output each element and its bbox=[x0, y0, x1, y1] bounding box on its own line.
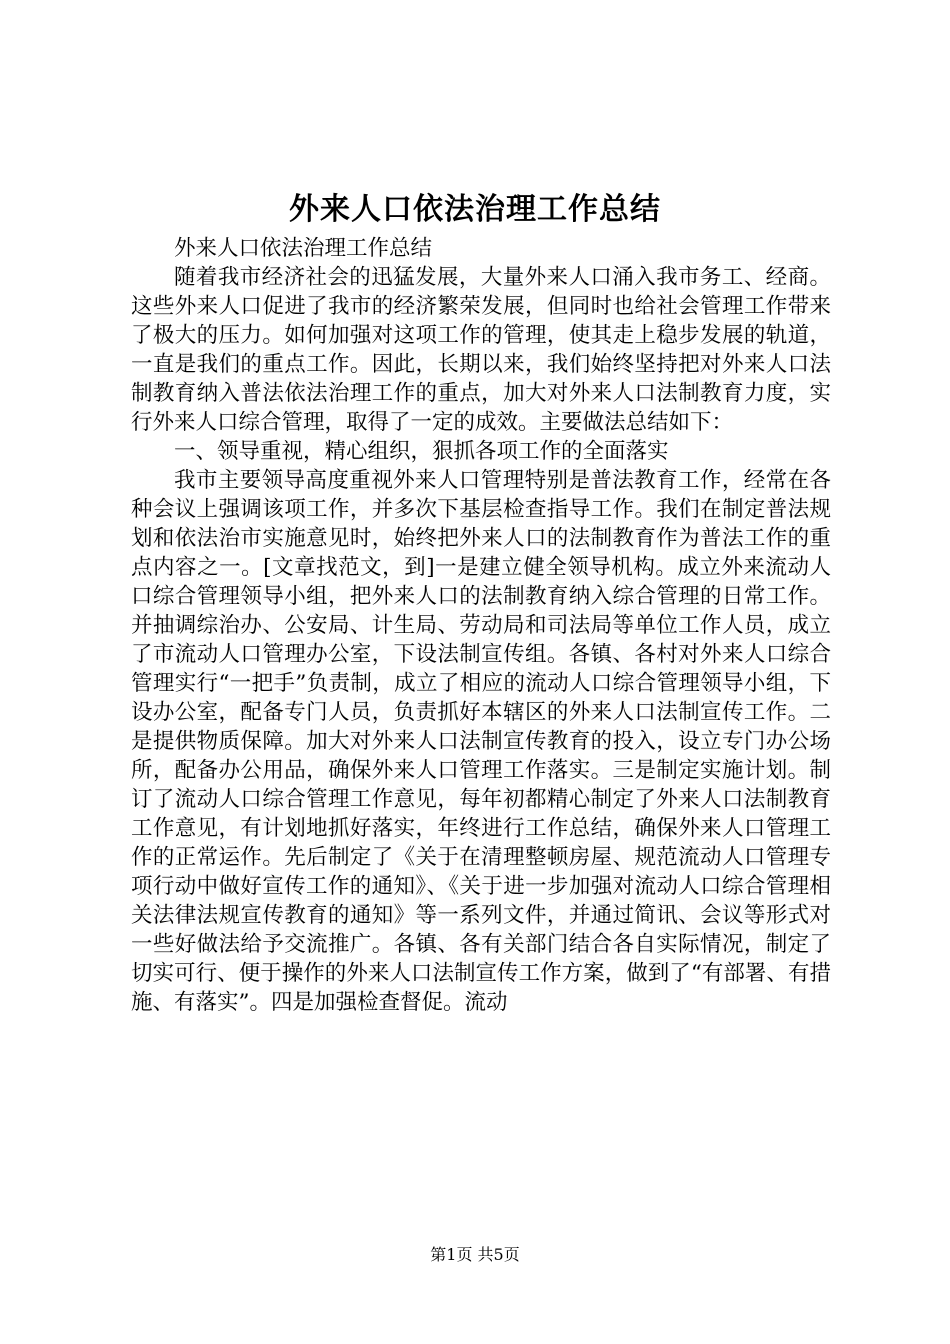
document-body bbox=[131, 234, 831, 1017]
body-paragraph: 我市主要领导高度重视外来人口管理特别是普法教育工作，经常在各种会议上强调该项工作，并多次下基层检查指导工作。我们在制定普法规划和依法治市实施意见时，始终把外来人口的法制教育作为普法工作的重点内容之一。[文章找范文，到]一是建立健全领导机构。成立外来流动人口综合管理领导小组，把外来人口的法制教育纳入综合管理的日常工作。并抽调综治办、公安局、计生局、劳动局和司法局等单位工作人员，成立了市流动人口管理办公室，下设法制宣传组。各镇、各村对外来人口综合管理实行“一把手”负责制，成立了相应的流动人口综合管理领导小组，下设办公室，配备专门人员，负责抓好本辖区的外来人口法制宣传工作。二是提供物质保障。加大对外来人口法制宣传教育的投入，设立专门办公场所，配备办公用品，确保外来人口管理工作落实。三是制定实施计划。制订了流动人口综合管理工作意见，每年初都精心制定了外来人口法制教育工作意见，有计划地抓好落实，年终进行工作总结，确保外来人口管理工作的正常运作。先后制定了《关于在清理整顿房屋、规范流动人口管理专项行动中做好宣传工作的通知》、《关于进一步加强对流动人口综合管理相关法律法规宣传教育的通知》等一系列文件，并通过简讯、会议等形式对一些好做法给予交流推广。各镇、各有关部门结合各自实际情况，制定了切实可行、便于操作的外来人口法制宣传工作方案，做到了“有部署、有措施、有落实”。四是加强检查督促。流动 bbox=[131, 468, 831, 1015]
intro-paragraph: 随着我市经济社会的迅猛发展，大量外来人口涌入我市务工、经商。这些外来人口促进了我市的经济繁荣发展，但同时也给社会管理工作带来了极大的压力。如何加强对这项工作的管理，使其走上稳步发展的轨道，一直是我们的重点工作。因此，长期以来，我们始终坚持把对外来人口法制教育纳入普法依法治理工作的重点，加大对外来人口法制教育力度，实行外来人口综合管理，取得了一定的成效。主要做法总结如下： bbox=[131, 265, 831, 435]
page-footer: 第1页 共5页 bbox=[430, 1245, 520, 1264]
subtitle-paragraph: 外来人口依法治理工作总结 bbox=[174, 236, 433, 261]
section-heading: 一、领导重视，精心组织，狠抓各项工作的全面落实 bbox=[174, 439, 669, 464]
document-title: 外来人口依法治理工作总结 bbox=[289, 192, 661, 227]
